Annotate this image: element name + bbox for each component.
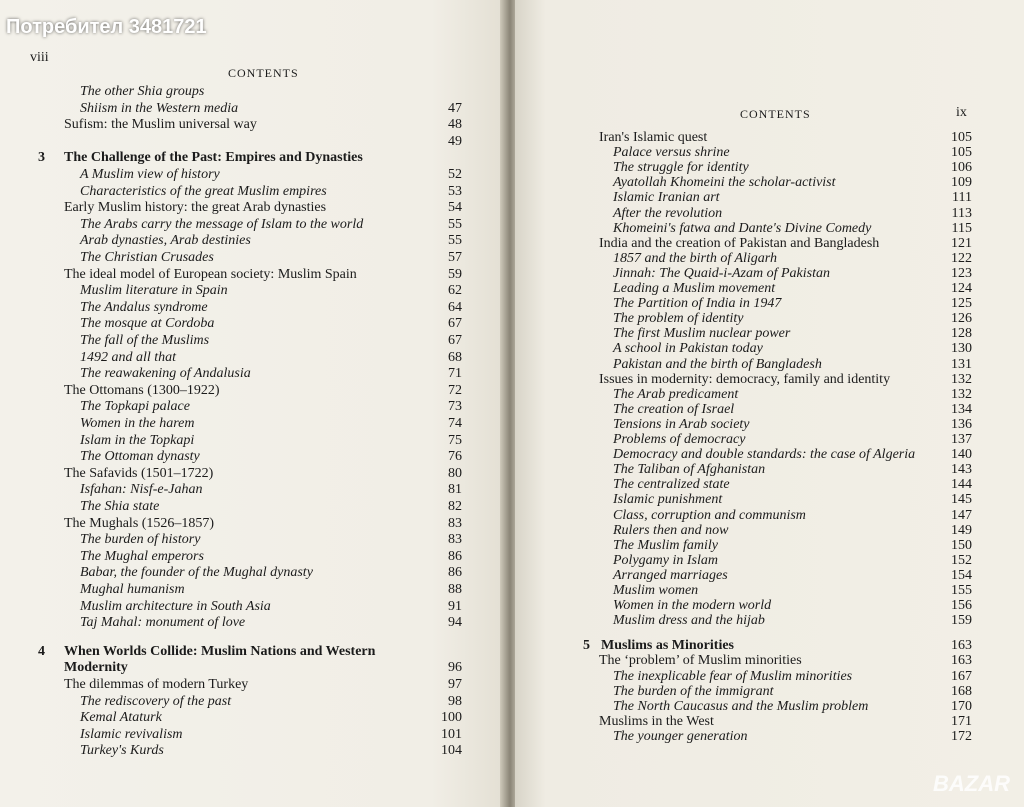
toc-subentry-title: A school in Pakistan today	[613, 341, 763, 357]
toc-subentry-title: Jinnah: The Quaid-i-Azam of Pakistan	[613, 265, 830, 281]
toc-subentry-title: The mosque at Cordoba	[80, 316, 215, 332]
chapter-number: 3	[38, 150, 45, 166]
page-ref: 159	[951, 613, 972, 629]
page-ref: 168	[951, 683, 972, 699]
toc-subentry-title: Muslim women	[613, 583, 699, 598]
page-ref: 109	[951, 175, 972, 191]
toc-subentry-title: The Andalus syndrome	[80, 299, 208, 315]
page-ref: 48	[448, 117, 462, 133]
page-ref: 111	[952, 190, 972, 206]
toc-subentry-title: Muslim literature in Spain	[80, 283, 228, 299]
page-ref: 68	[448, 349, 462, 365]
page-ref: 83	[448, 515, 462, 531]
toc-subentry-title: The fall of the Muslims	[80, 333, 210, 348]
left-page	[0, 0, 507, 807]
chapter-title: Modernity	[64, 660, 128, 676]
page-ref: 128	[951, 326, 972, 342]
page-ref: 64	[448, 299, 462, 315]
toc-subentry-title: Ayatollah Khomeini the scholar-activist	[613, 175, 836, 191]
toc-section-title: The ‘problem’ of Muslim minorities	[599, 653, 802, 669]
left-running-header: CONTENTS	[228, 66, 299, 80]
toc-subentry-title: The Muslim family	[613, 537, 718, 553]
chapter-title: The Challenge of the Past: Empires and Dynasties	[64, 150, 363, 166]
page-ref: 55	[448, 216, 462, 232]
toc-subentry-title: The Partition of India in 1947	[613, 296, 782, 312]
page-ref: 150	[951, 537, 972, 553]
toc-subentry-title: Pakistan and the birth of Bangladesh	[613, 356, 822, 372]
page-ref: 98	[448, 693, 462, 709]
toc-subentry-title: The younger generation	[613, 728, 748, 744]
toc-subentry-title: The Arab predicament	[613, 386, 739, 402]
toc-subentry-title: Isfahan: Nisf-e-Jahan	[80, 482, 203, 498]
toc-subentry-title: Tensions in Arab society	[613, 416, 750, 432]
toc-section-title: The dilemmas of modern Turkey	[64, 677, 249, 692]
page-ref: 83	[448, 532, 462, 548]
page-ref: 144	[951, 477, 972, 493]
page-ref: 137	[951, 432, 972, 447]
right-page-number: ix	[956, 105, 967, 120]
toc-subentry-title: The Christian Crusades	[80, 250, 214, 265]
page-ref: 71	[448, 366, 462, 382]
page-ref: 81	[448, 482, 462, 498]
toc-subentry-title: The burden of the immigrant	[613, 683, 774, 699]
toc-subentry-title: The North Caucasus and the Muslim problem	[613, 698, 869, 714]
page-ref: 106	[951, 160, 972, 176]
page-ref: 171	[951, 713, 972, 729]
toc-subentry-title: Khomeini's fatwa and Dante's Divine Comedy	[613, 220, 872, 236]
toc-subentry-title: The Arabs carry the message of Islam to the world	[80, 216, 364, 232]
page-ref: 115	[951, 220, 972, 236]
page-ref: 67	[448, 333, 462, 348]
toc-subentry-title: The Ottoman dynasty	[80, 449, 200, 465]
page-ref: 113	[951, 205, 972, 221]
toc-subentry-title: Palace versus shrine	[613, 145, 730, 161]
toc-subentry-title: 1492 and all that	[80, 349, 177, 365]
page-ref: 132	[951, 371, 972, 387]
toc-subentry-title: Muslim architecture in South Asia	[80, 598, 271, 614]
toc-section-title: Issues in modernity: democracy, family and identity	[599, 371, 891, 387]
toc-subentry-title: The Shia state	[80, 499, 160, 514]
page-ref: 88	[448, 582, 462, 597]
toc-section-title: The Mughals (1526–1857)	[64, 515, 215, 531]
page-ref: 97	[448, 677, 462, 692]
toc-subentry-title: Muslim dress and the hijab	[613, 613, 765, 629]
page-ref: 82	[448, 499, 462, 514]
toc-subentry-title: The Topkapi palace	[80, 399, 190, 415]
toc-subentry-title: Kemal Ataturk	[80, 710, 162, 726]
page-ref: 53	[448, 183, 462, 199]
toc-subentry-title: The burden of history	[80, 532, 201, 548]
page-ref: 132	[951, 386, 972, 402]
toc-section-title: The Ottomans (1300–1922)	[64, 382, 220, 398]
page-ref: 94	[448, 615, 462, 631]
chapter-number: 5	[583, 638, 590, 654]
toc-subentry-title: Islamic punishment	[613, 492, 723, 508]
watermark-user: Потребител 3481721	[6, 16, 207, 38]
page-ref: 80	[448, 465, 462, 481]
page-ref: 86	[448, 548, 462, 564]
toc-subentry-title: Problems of democracy	[613, 432, 746, 447]
toc-subentry-title: The struggle for identity	[613, 160, 749, 176]
page-ref: 76	[448, 449, 462, 465]
toc-subentry-title: Islam in the Topkapi	[80, 432, 195, 448]
page-ref: 155	[951, 583, 972, 598]
page-ref: 170	[951, 698, 972, 714]
toc-subentry-title: Polygamy in Islam	[613, 552, 718, 568]
page-ref: 122	[951, 250, 972, 266]
chapter-title: When Worlds Collide: Muslim Nations and Western	[64, 643, 376, 659]
toc-subentry-title: Babar, the founder of the Mughal dynasty	[80, 565, 313, 581]
toc-section-title: The ideal model of European society: Muslim Spain	[64, 266, 357, 282]
page-ref: 123	[951, 265, 972, 281]
toc-subentry-title: After the revolution	[613, 205, 723, 221]
page-ref: 125	[951, 296, 972, 312]
toc-subentry-title: Mughal humanism	[80, 582, 185, 597]
page-ref: 91	[448, 598, 462, 614]
toc-section-title: India and the creation of Pakistan and Bangladesh	[599, 235, 880, 251]
toc-subentry-title: The problem of identity	[613, 311, 744, 327]
page-ref: 74	[448, 416, 462, 431]
toc-subentry-title: The creation of Israel	[613, 401, 735, 417]
toc-subentry-title: Rulers then and now	[613, 522, 729, 538]
page-ref: 57	[448, 250, 462, 265]
page-ref: 47	[448, 100, 462, 116]
toc-subentry-title: Islamic revivalism	[80, 726, 183, 742]
page-ref: 75	[448, 432, 462, 448]
page-ref: 73	[448, 399, 462, 415]
toc-subentry-title: A Muslim view of history	[80, 167, 220, 182]
toc-subentry-title: Women in the harem	[80, 416, 195, 431]
toc-subentry-title: The Taliban of Afghanistan	[613, 462, 766, 478]
page-ref: 172	[951, 728, 972, 744]
toc-subentry-title: Leading a Muslim movement	[613, 281, 776, 296]
toc-section-title: Muslims in the West	[599, 713, 714, 729]
page-ref: 86	[448, 565, 462, 581]
toc-subentry-title: Arranged marriages	[613, 567, 728, 583]
page-ref: 163	[951, 653, 972, 669]
right-page	[515, 0, 1024, 807]
toc-subentry-title: The rediscovery of the past	[80, 693, 232, 709]
page-ref: 163	[951, 638, 972, 654]
page-ref: 131	[951, 356, 972, 372]
page-ref: 104	[441, 743, 462, 759]
page-ref: 105	[951, 130, 972, 145]
page-ref: 126	[951, 311, 972, 327]
page-ref: 49	[448, 133, 462, 149]
toc-subentry-title: Arab dynasties, Arab destinies	[80, 233, 251, 249]
toc-subentry-title: Class, corruption and communism	[613, 507, 806, 523]
toc-subentry-title: The first Muslim nuclear power	[613, 326, 791, 342]
toc-subentry-title: Democracy and double standards: the case of Algeria	[613, 447, 916, 463]
page-ref: 149	[951, 522, 972, 538]
toc-subentry-title: 1857 and the birth of Aligarh	[613, 250, 777, 266]
toc-subentry-title: The centralized state	[613, 477, 730, 493]
page-ref: 147	[951, 507, 972, 523]
page-ref: 145	[951, 492, 972, 508]
toc-subentry-title: Shiism in the Western media	[80, 100, 239, 116]
page-ref: 154	[951, 567, 972, 583]
page-ref: 134	[951, 401, 972, 417]
right-running-header: CONTENTS	[740, 107, 811, 121]
page-ref: 130	[951, 341, 972, 357]
page-ref: 62	[448, 283, 462, 299]
page-ref: 156	[951, 598, 972, 614]
page-ref: 140	[951, 447, 972, 463]
page-ref: 152	[951, 552, 972, 568]
brand-logo: BAZAR	[933, 771, 1010, 796]
page-ref: 136	[951, 416, 972, 432]
page-ref: 101	[441, 726, 462, 742]
page-ref: 105	[951, 145, 972, 161]
page-ref: 124	[951, 281, 972, 296]
page-ref: 67	[448, 316, 462, 332]
toc-section-title: The Safavids (1501–1722)	[64, 465, 214, 481]
toc-subentry-title: Turkey's Kurds	[80, 743, 164, 759]
page-ref: 52	[448, 167, 462, 182]
toc-subentry-title: Women in the modern world	[613, 598, 772, 614]
page-ref: 59	[448, 266, 462, 282]
page-ref: 96	[448, 660, 462, 676]
toc-subentry-title: Islamic Iranian art	[613, 190, 720, 206]
left-page-number: viii	[30, 50, 49, 65]
toc-subentry-title: The reawakening of Andalusia	[80, 366, 251, 382]
toc-subentry-title: The inexplicable fear of Muslim minorities	[613, 668, 853, 684]
toc-subentry-title: Taj Mahal: monument of love	[80, 615, 246, 631]
chapter-number: 4	[38, 643, 45, 659]
toc-subentry-title: The other Shia groups	[80, 84, 205, 99]
toc-subentry-title: The Mughal emperors	[80, 548, 204, 564]
page-ref: 54	[448, 200, 462, 216]
toc-section-title: Early Muslim history: the great Arab dynasties	[64, 200, 327, 216]
page-ref: 167	[951, 668, 972, 684]
page-ref: 55	[448, 233, 462, 249]
page-ref: 143	[951, 462, 972, 478]
chapter-title: Muslims as Minorities	[601, 638, 734, 654]
page-ref: 121	[951, 235, 972, 251]
toc-subentry-title: Characteristics of the great Muslim empires	[80, 183, 327, 199]
page-ref: 72	[448, 382, 462, 398]
toc-section-title: Iran's Islamic quest	[599, 130, 708, 145]
toc-section-title: Sufism: the Muslim universal way	[64, 117, 257, 133]
page-ref: 100	[441, 710, 462, 726]
